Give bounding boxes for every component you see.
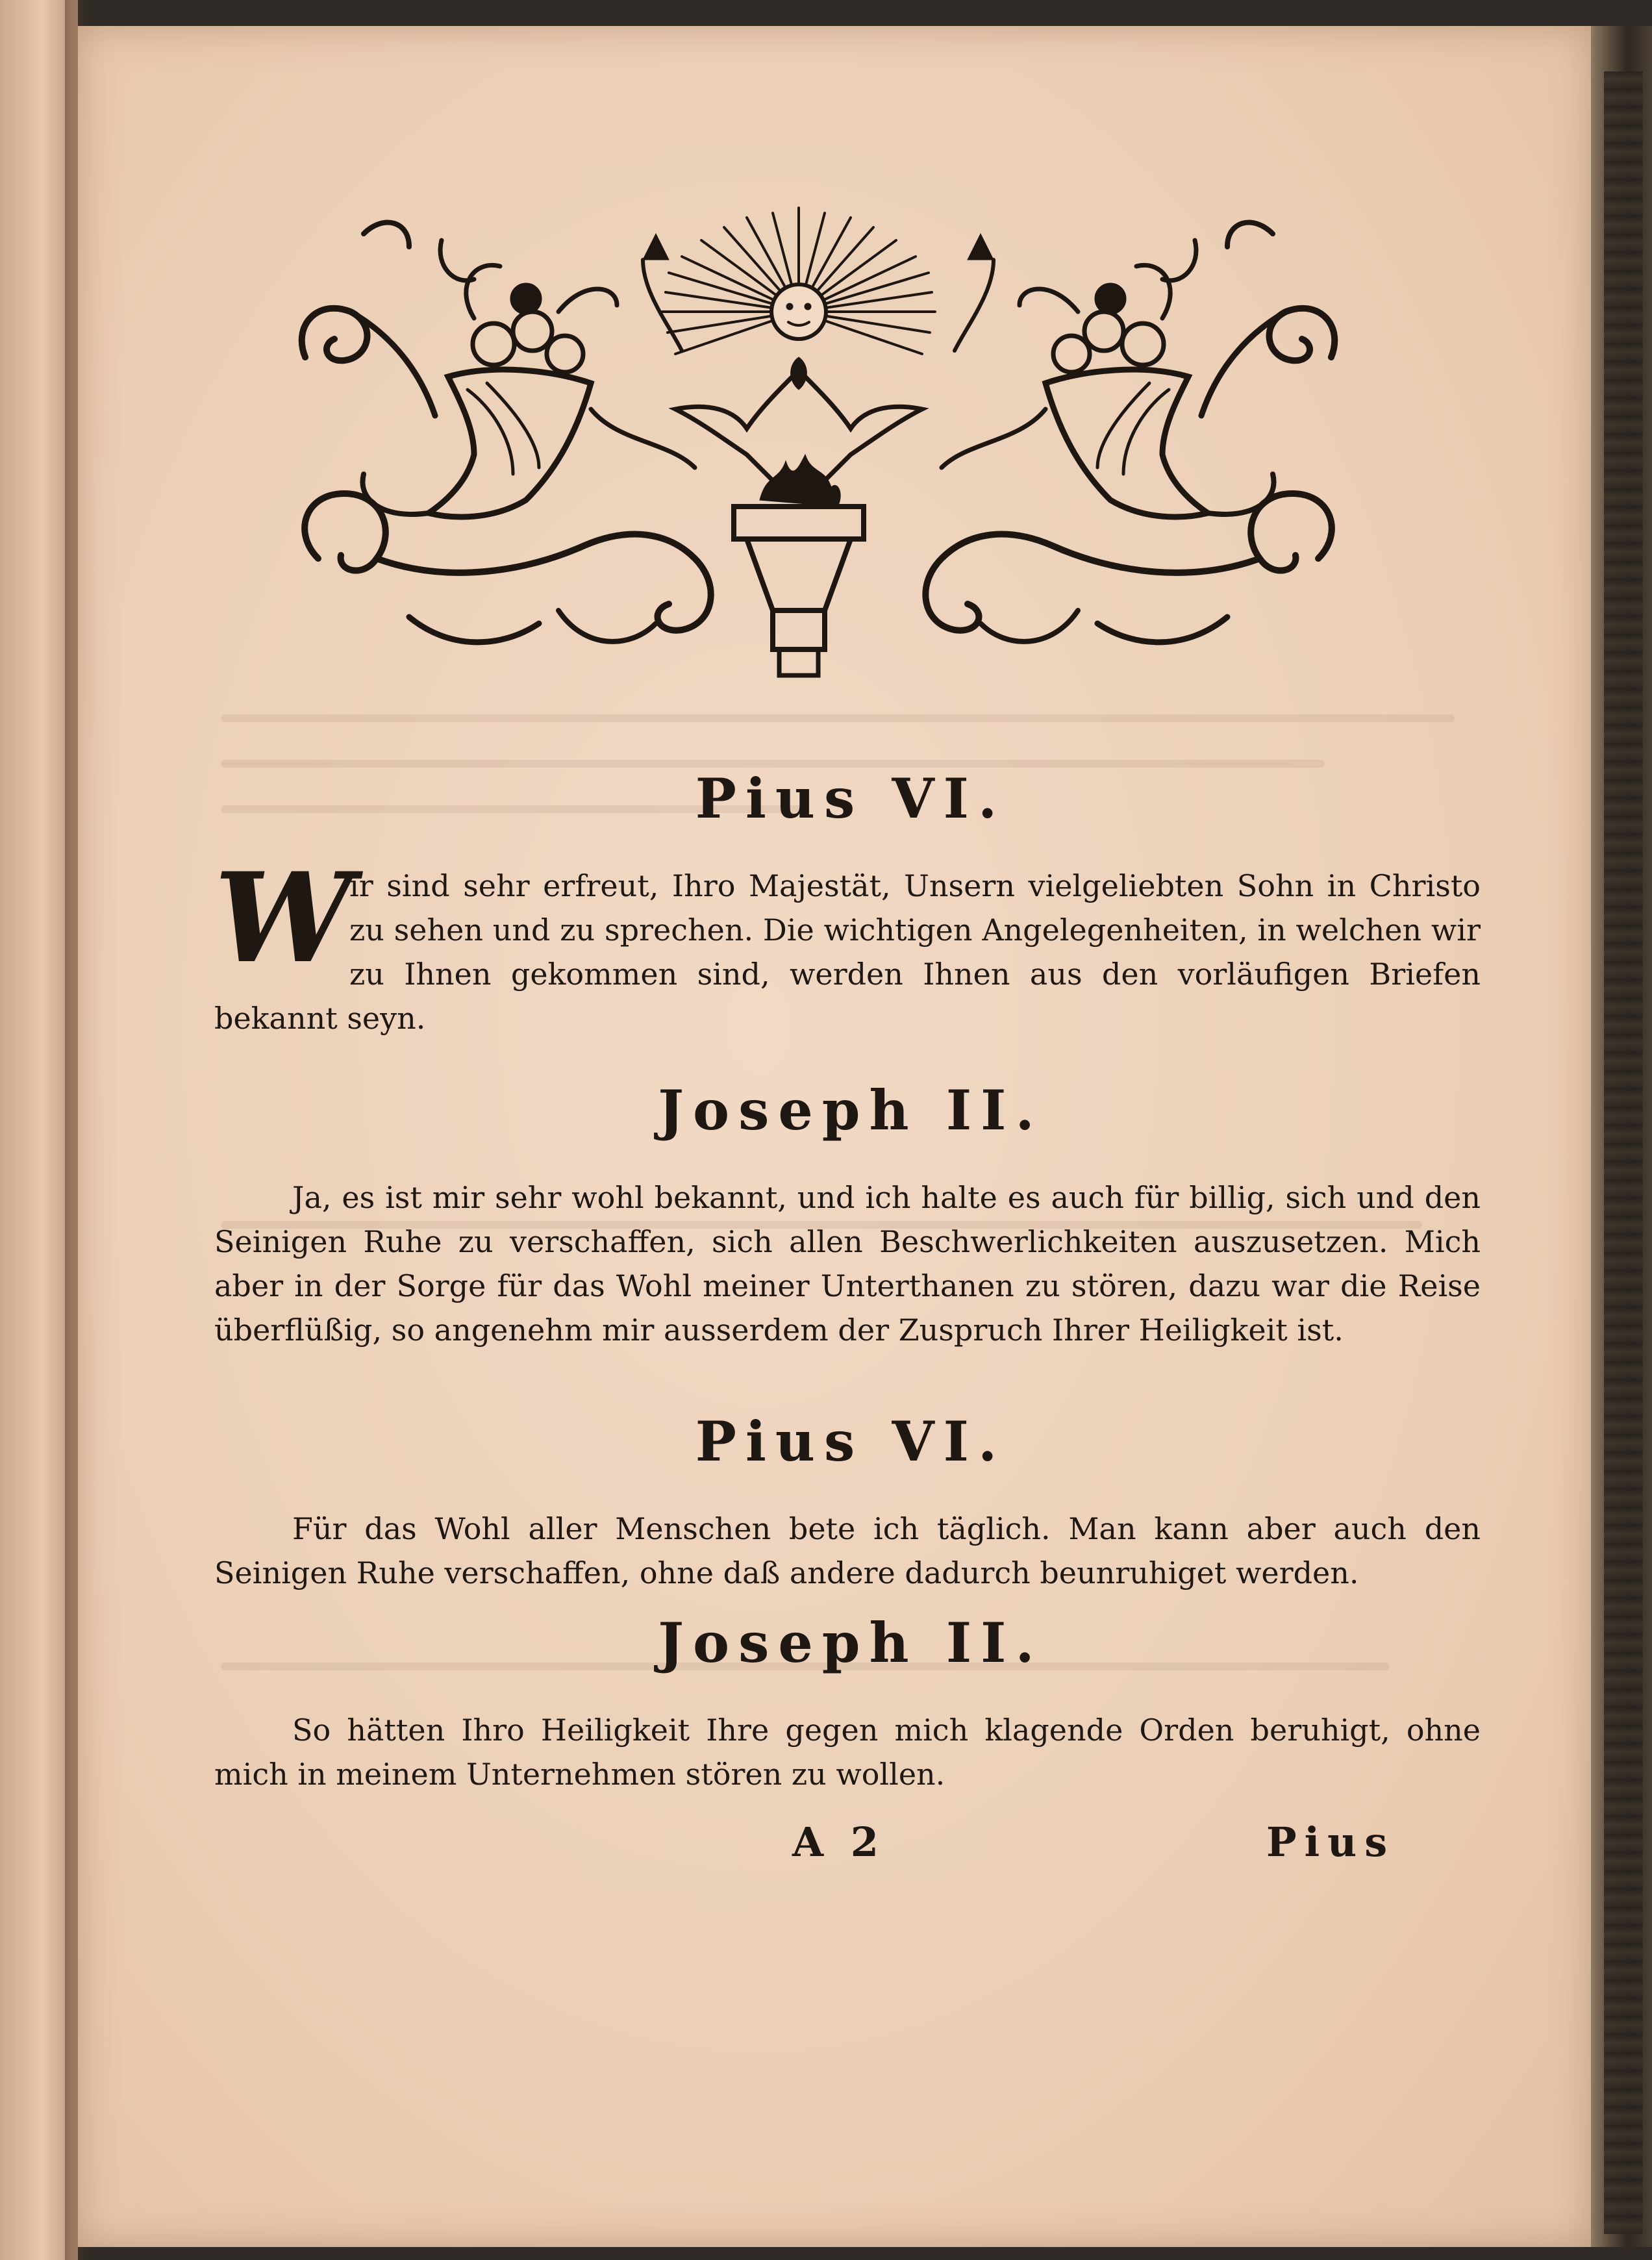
speech-paragraph xyxy=(214,846,1481,1040)
speech-text: Für das Wohl aller Menschen bete ich täglich. Man kann aber auch den Seinigen Ruhe verschaffen, ohne daß andere dadurch beunruhiget werden. xyxy=(214,1511,1481,1590)
speaker-heading: Pius VI. xyxy=(695,1409,1007,1474)
drop-cap-initial: W xyxy=(214,846,353,990)
speaker-heading: Joseph II. xyxy=(658,1078,1044,1142)
signature-mark: A 2 xyxy=(792,1818,885,1866)
speaker-heading: Joseph II. xyxy=(658,1611,1044,1675)
speech-paragraph xyxy=(214,1175,1481,1352)
speech-text: ir sind sehr erfreut, Ihro Majestät, Unsern vielgeliebten Sohn in Christo zu sehen und zu sprechen. Die wichtigen Angelegenheiten, in welchen wir zu Ihnen gekommen sind, werden Ihnen aus den vorläufigen Briefen bekannt seyn. xyxy=(214,868,1481,1036)
speech-text: So hätten Ihro Heiligkeit Ihre gegen mich klagende Orden beruhigt, ohne mich in meinem Unternehmen stören zu wollen. xyxy=(214,1713,1481,1792)
speech-text: Ja, es ist mir sehr wohl bekannt, und ich halte es auch für billig, sich und den Seinigen Ruhe zu verschaffen, sich allen Beschwerlichkeiten auszusetzen. Mich aber in der Sorge für das Wohl meiner Unterthanen zu stören, dazu war die Reise überflüßig, so angenehm mir ausserdem der Zuspruch Ihrer Heiligkeit ist. xyxy=(214,1180,1481,1348)
speech-paragraph xyxy=(214,1708,1481,1796)
catchword: Pius xyxy=(1266,1818,1395,1866)
speech-paragraph xyxy=(214,1507,1481,1595)
speaker-heading: Pius VI. xyxy=(695,766,1007,831)
